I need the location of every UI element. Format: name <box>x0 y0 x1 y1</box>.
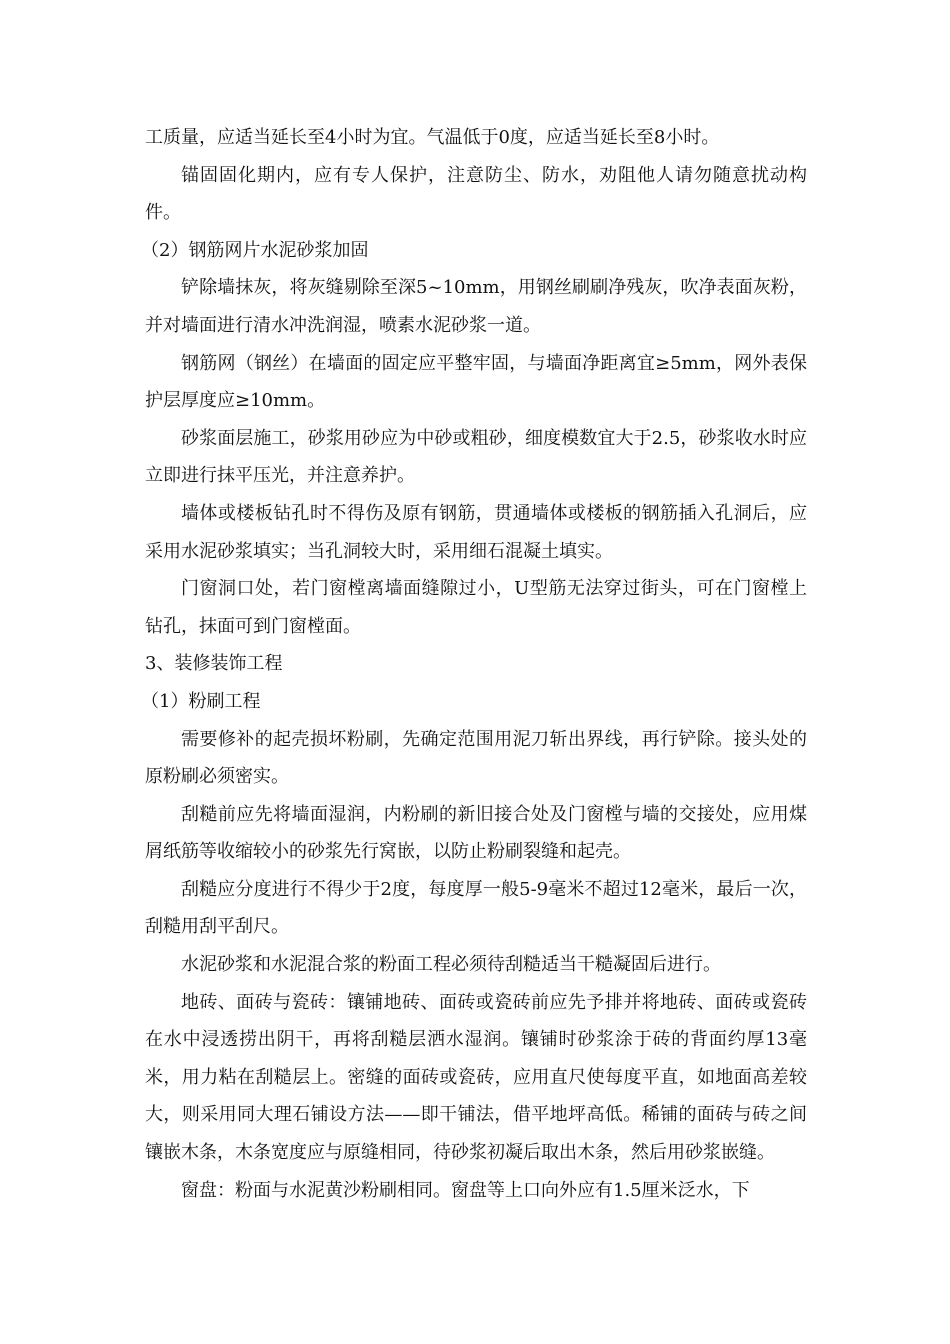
paragraph: 锚固固化期内，应有专人保护，注意防尘、防水，劝阻他人请勿随意扰动构件。 <box>145 164 807 224</box>
paragraph: 地砖、面砖与瓷砖：镶铺地砖、面砖或瓷砖前应先予排并将地砖、面砖或瓷砖在水中浸透捞出阴干，再将刮糙层洒水湿润。镶铺时砂浆涂于砖的背面约厚13毫米，用力粘在刮糙层上。密缝的面砖或瓷砖，应用直尺使每度平直，如地面高差较大，则采用同大理石铺设方法——即干铺法，借平地坪高低。稀铺的面砖与砖之间镶嵌木条，木条宽度应与原缝相同，待砂浆初凝后取出木条，然后用砂浆嵌缝。 <box>145 991 807 1164</box>
section-subheading: （1）粉刷工程 <box>141 690 261 712</box>
paragraph: 刮糙应分度进行不得少于2度，每度厚一般5-9毫米不超过12毫米，最后一次，刮糙用刮平刮尺。 <box>145 878 807 938</box>
paragraph: 门窗洞口处，若门窗樘离墙面缝隙过小，U型筋无法穿过街头，可在门窗樘上钻孔，抹面可到门窗樘面。 <box>145 578 807 637</box>
paragraph: 墙体或楼板钻孔时不得伤及原有钢筋，贯通墙体或楼板的钢筋插入孔洞后，应采用水泥砂浆填实；当孔洞较大时，采用细石混凝土填实。 <box>145 502 807 562</box>
section-heading: 3、装修装饰工程 <box>145 653 283 675</box>
paragraph: 窗盘：粉面与水泥黄沙粉刷相同。窗盘等上口向外应有1.5厘米泛水，下 <box>181 1179 750 1201</box>
paragraph: 水泥砂浆和水泥混合浆的粉面工程必须待刮糙适当干糙凝固后进行。 <box>181 954 721 976</box>
paragraph: 工质量，应适当延长至4小时为宜。气温低于0度，应适当延长至8小时。 <box>145 127 720 148</box>
paragraph: 刮糙前应先将墙面湿润，内粉刷的新旧接合处及门窗樘与墙的交接处，应用煤屑纸筋等收缩较小的砂浆先行窝嵌，以防止粉刷裂缝和起壳。 <box>145 803 807 863</box>
paragraph: 砂浆面层施工，砂浆用砂应为中砂或粗砂，细度模数宜大于2.5，砂浆收水时应立即进行抹平压光，并注意养护。 <box>145 427 807 487</box>
paragraph: 铲除墙抹灰，将灰缝剔除至深5~10mm，用钢丝刷刷净残灰，吹净表面灰粉，并对墙面进行清水冲洗润湿，喷素水泥砂浆一道。 <box>145 277 807 336</box>
paragraph: 钢筋网（钢丝）在墙面的固定应平整牢固，与墙面净距离宜≥5mm，网外表保护层厚度应≥10mm。 <box>145 352 807 412</box>
paragraph: 需要修补的起壳损坏粉刷，先确定范围用泥刀斩出界线，再行铲除。接头处的原粉刷必须密实。 <box>145 728 807 788</box>
document-body <box>141 119 807 1209</box>
section-subheading: （2）钢筋网片水泥砂浆加固 <box>141 239 369 261</box>
